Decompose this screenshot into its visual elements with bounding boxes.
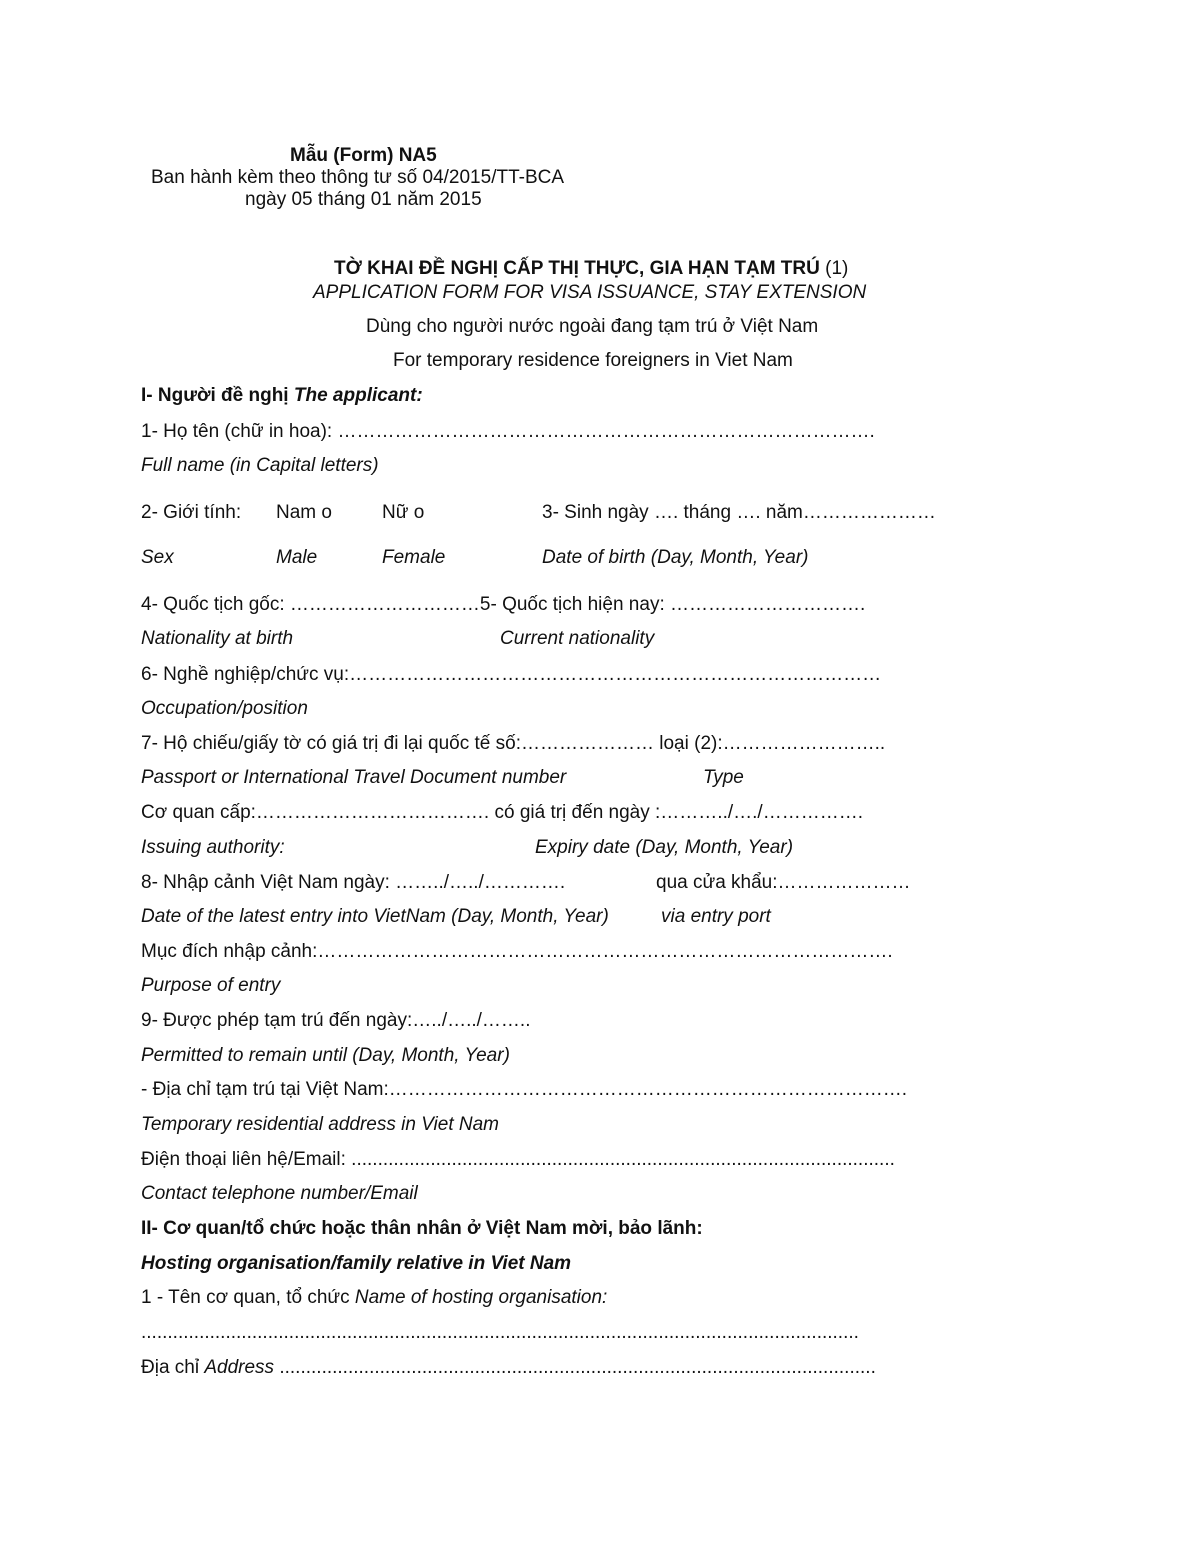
dob-label-en: Date of birth (Day, Month, Year) bbox=[542, 547, 809, 568]
org-name-field: ........................................................................................................................................ bbox=[141, 1322, 859, 1343]
purpose-label-en: Purpose of entry bbox=[141, 975, 281, 996]
issuing-label-en: Issuing authority: bbox=[141, 837, 285, 858]
org-address-dots: ................................................................................................................. bbox=[274, 1357, 876, 1378]
title-note: (1) bbox=[819, 258, 849, 279]
expiry-label-en: Expiry date (Day, Month, Year) bbox=[535, 837, 794, 858]
entry-port-field: qua cửa khẩu:………………… bbox=[656, 872, 911, 893]
org-address-field bbox=[141, 1358, 876, 1377]
form-code: Mẫu (Form) NA5 bbox=[290, 145, 437, 166]
purpose-field: Mục đích nhập cảnh:………………………………………………………………………………. bbox=[141, 941, 893, 962]
female-label-en: Female bbox=[382, 547, 446, 568]
section1-heading-en: The applicant: bbox=[293, 385, 423, 406]
address-label-en: Temporary residential address in Viet Nam bbox=[141, 1114, 500, 1135]
section2-heading-en: Hosting organisation/family relative in Viet Nam bbox=[141, 1253, 572, 1274]
male-label-en: Male bbox=[276, 547, 318, 568]
entry-date-field: 8- Nhập cảnh Việt Nam ngày: ……../…../…………. bbox=[141, 872, 566, 893]
contact-field: Điện thoại liên hệ/Email: ....................................................................................................... bbox=[141, 1149, 895, 1170]
nationality-field: 4- Quốc tịch gốc: …………………………5- Quốc tịch hiện nay: …………………………. bbox=[141, 594, 866, 615]
contact-label-en: Contact telephone number/Email bbox=[141, 1183, 418, 1204]
occupation-field: 6- Nghề nghiệp/chức vụ:………………………………………………………………………… bbox=[141, 664, 882, 685]
permitted-label-en: Permitted to remain until (Day, Month, Year) bbox=[141, 1045, 510, 1066]
full-name-label-en: Full name (in Capital letters) bbox=[141, 455, 379, 476]
male-option: Nam o bbox=[276, 502, 332, 523]
issued-date: ngày 05 tháng 01 năm 2015 bbox=[245, 189, 482, 210]
female-option: Nữ o bbox=[382, 502, 425, 523]
full-name-field: 1- Họ tên (chữ in hoa): …………………………………………………………………………. bbox=[141, 421, 875, 442]
subtitle-en: For temporary residence foreigners in Viet Nam bbox=[393, 350, 793, 371]
current-nationality-label-en: Current nationality bbox=[500, 628, 655, 649]
title-en: APPLICATION FORM FOR VISA ISSUANCE, STAY EXTENSION bbox=[313, 282, 867, 303]
section1-heading bbox=[141, 386, 423, 405]
title-vi-bold: TỜ KHAI ĐỀ NGHỊ CẤP THỊ THỰC, GIA HẠN TẠM TRÚ bbox=[334, 258, 820, 279]
permitted-field: 9- Được phép tạm trú đến ngày:…../…../…….. bbox=[141, 1010, 531, 1031]
dob-field: 3- Sinh ngày …. tháng …. năm………………… bbox=[542, 502, 936, 523]
address-field: - Địa chỉ tạm trú tại Việt Nam:………………………………………………………………………. bbox=[141, 1079, 908, 1100]
nationality-birth-label-en: Nationality at birth bbox=[141, 628, 294, 649]
passport-label-en: Passport or International Travel Document number bbox=[141, 767, 567, 788]
org-address-label-en: Address bbox=[204, 1357, 275, 1378]
org-name-label-vi: 1 - Tên cơ quan, tổ chức bbox=[141, 1287, 355, 1308]
sex-label: 2- Giới tính: bbox=[141, 502, 242, 523]
org-name-label-en: Name of hosting organisation: bbox=[354, 1287, 608, 1308]
entry-port-label-en: via entry port bbox=[661, 906, 771, 927]
type-label-en: Type bbox=[703, 767, 744, 788]
issuing-field: Cơ quan cấp:………………………………. có giá trị đến ngày :………../…./……………. bbox=[141, 802, 863, 823]
org-name-label bbox=[141, 1288, 607, 1307]
section1-heading-vi: I- Người đề nghị bbox=[141, 385, 294, 406]
subtitle-vi: Dùng cho người nước ngoài đang tạm trú ở Việt Nam bbox=[366, 316, 819, 337]
section2-heading: II- Cơ quan/tổ chức hoặc thân nhân ở Việt Nam mời, bảo lãnh: bbox=[141, 1218, 703, 1239]
title-vi bbox=[334, 259, 848, 278]
entry-date-label-en: Date of the latest entry into VietNam (Day, Month, Year) bbox=[141, 906, 609, 927]
sex-label-en: Sex bbox=[141, 547, 174, 568]
occupation-label-en: Occupation/position bbox=[141, 698, 308, 719]
passport-field: 7- Hộ chiếu/giấy tờ có giá trị đi lại quốc tế số:………………… loại (2):…………………….. bbox=[141, 733, 886, 754]
org-address-label-vi: Địa chỉ bbox=[141, 1357, 205, 1378]
issued-by: Ban hành kèm theo thông tư số 04/2015/TT-BCA bbox=[151, 167, 565, 188]
